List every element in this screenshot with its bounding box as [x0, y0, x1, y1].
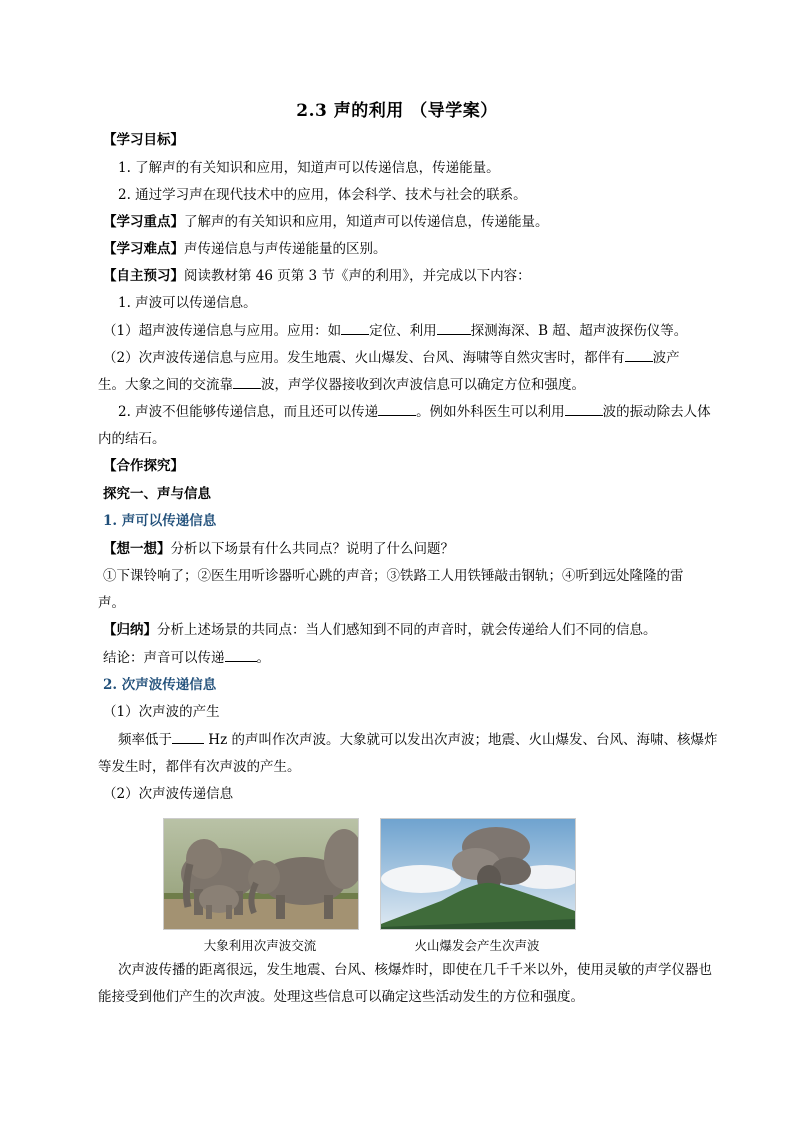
fill-blank[interactable] — [565, 401, 603, 416]
preview-item-1: 1. 声波可以传递信息。 — [118, 295, 257, 311]
scenes-text-cont: 声。 — [98, 595, 125, 611]
think-prompt: 【想一想】分析以下场景有什么共同点？说明了什么问题？ — [103, 541, 454, 557]
fill-blank[interactable] — [625, 347, 653, 362]
objective-1: 1. 了解声的有关知识和应用，知道声可以传递信息，传递能量。 — [118, 160, 500, 176]
section-1-heading: 探究一、声与信息 — [103, 486, 211, 502]
objective-2: 2. 通过学习声在现代技术中的应用，体会科学、技术与社会的联系。 — [118, 187, 527, 203]
explore-heading: 【合作探究】 — [103, 458, 184, 474]
subsection-1-heading: 1. 声可以传递信息 — [103, 513, 217, 529]
frequency-text: 频率低于 Hz 的声叫作次声波。大象就可以发出次声波；地震、火山爆发、台风、海啸、核爆炸 — [118, 727, 744, 753]
fill-blank[interactable] — [378, 401, 416, 416]
difficulty: 【学习难点】声传递信息与声传递能量的区别。 — [103, 241, 387, 257]
elephants-image — [163, 818, 359, 930]
closing-paragraph-cont: 能接受到他们产生的次声波。处理这些信息可以确定这些活动发生的方位和强度。 — [98, 989, 584, 1005]
fill-blank[interactable] — [225, 647, 257, 662]
preview-item-1-2-cont: 生。大象之间的交流靠 波，声学仪器接收到次声波信息可以确定方位和强度。 — [98, 372, 724, 398]
summary: 【归纳】分析上述场景的共同点：当人们感知到不同的声音时，就会传递给人们不同的信息。 — [103, 622, 657, 638]
figure-elephants — [163, 818, 357, 954]
volcano-image — [380, 818, 576, 930]
fill-blank[interactable] — [233, 374, 261, 389]
preview-item-1-2: （2）次声波传递信息与应用。发生地震、火山爆发、台风、海啸等自然灾害时，都伴有 波产 — [103, 345, 729, 371]
objectives-heading: 【学习目标】 — [103, 132, 184, 148]
key-point: 【学习重点】了解声的有关知识和应用，知道声可以传递信息，传递能量。 — [103, 214, 549, 230]
conclusion: 结论：声音可以传递 。 — [103, 645, 729, 671]
closing-paragraph: 次声波传播的距离很远，发生地震、台风、核爆炸时，即使在几千千米以外，使用灵敏的声学仪器也 — [118, 962, 712, 978]
fill-blank[interactable] — [341, 320, 369, 335]
figure-caption-2: 火山爆发会产生次声波 — [414, 938, 540, 953]
paragraph-1-heading: （1）次声波的产生 — [103, 704, 220, 720]
preview: 【自主预习】阅读教材第 46 页第 3 节《声的利用》，并完成以下内容： — [103, 268, 531, 284]
fill-blank[interactable] — [172, 729, 204, 744]
page-title: 2.3 声的利用 （导学案） — [296, 101, 498, 121]
scenes-text: ①下课铃响了；②医生用听诊器听心跳的声音；③铁路工人用铁锤敲击钢轨；④听到远处隆隆的雷 — [103, 568, 684, 584]
subsection-2-heading: 2. 次声波传递信息 — [103, 677, 217, 693]
preview-item-2: 2. 声波不但能够传递信息，而且还可以传递 。例如外科医生可以利用 波的振动除去人体 — [118, 399, 744, 425]
figure-volcano — [380, 818, 574, 954]
paragraph-2-heading: （2）次声波传递信息 — [103, 786, 234, 802]
preview-item-2-cont: 内的结石。 — [98, 431, 166, 447]
preview-item-1-1: （1）超声波传递信息与应用。应用：如 定位、利用 探测海深、B 超、超声波探伤仪等。 — [103, 318, 729, 344]
frequency-text-cont: 等发生时，都伴有次声波的产生。 — [98, 759, 301, 775]
fill-blank[interactable] — [437, 320, 471, 335]
figure-caption-1: 大象利用次声波交流 — [203, 938, 317, 953]
